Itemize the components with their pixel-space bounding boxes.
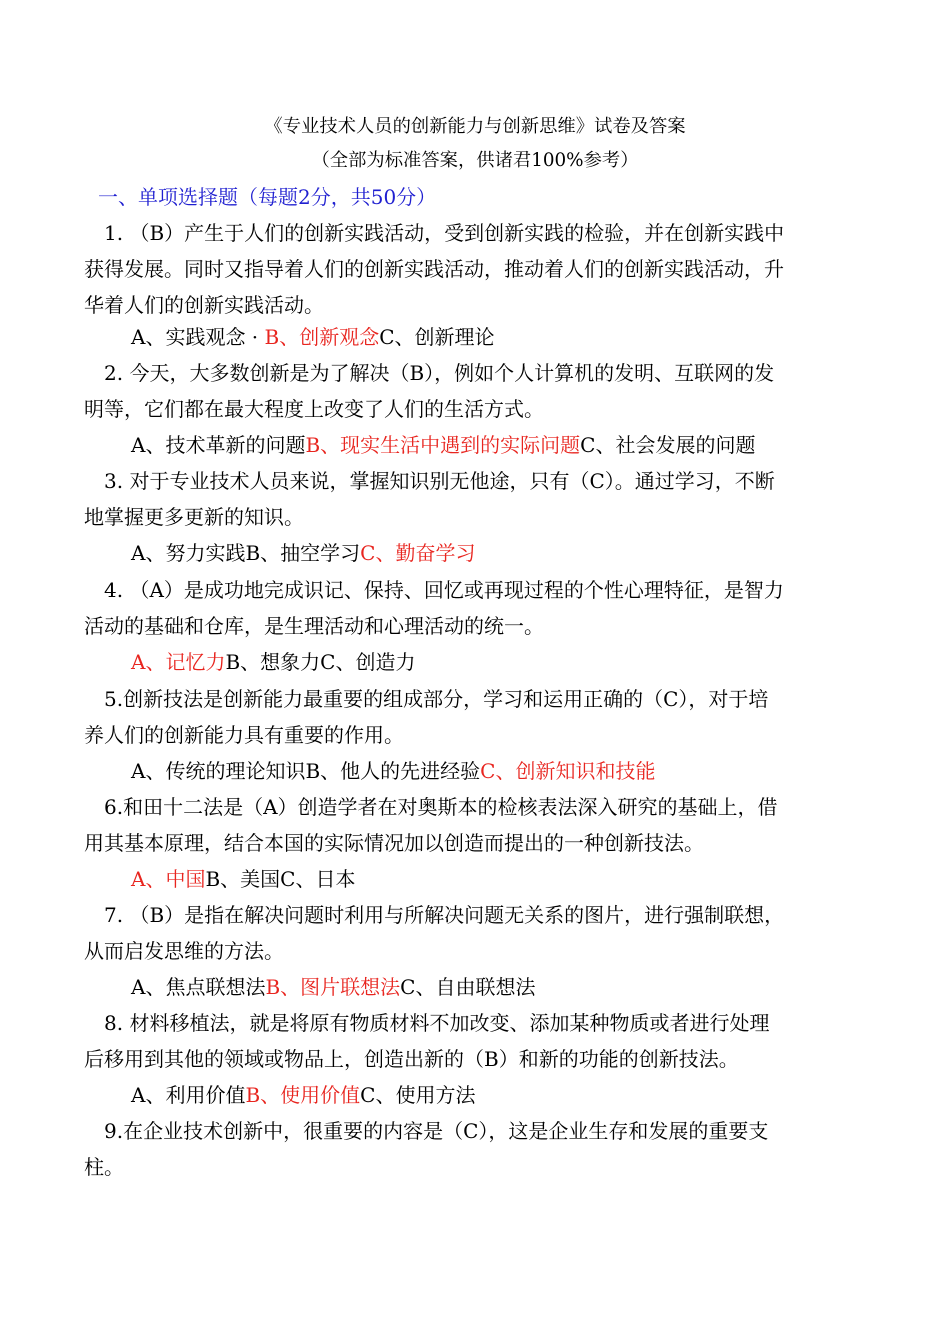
question-2-line-1: 2. 今天，大多数创新是为了解决（B），例如个人计算机的发明、互联网的发 (104, 361, 775, 385)
option-a: A、技术革新的问题 (131, 433, 306, 457)
option-b-answer: B、创新观念 (264, 325, 380, 349)
option-a-answer: A、记忆力 (131, 650, 226, 674)
option-b: B、他人的先进经验 (305, 759, 481, 783)
option-b-answer: B、图片联想法 (265, 975, 401, 999)
question-6-options (131, 865, 355, 893)
question-5-options (131, 757, 655, 785)
option-a: A、努力实践 (131, 541, 246, 565)
question-4-line-2: 活动的基础和仓库，是生理活动和心理活动的统一。 (84, 614, 544, 638)
question-6-line-2: 用其基本原理，结合本国的实际情况加以创造而提出的一种创新技法。 (84, 831, 704, 855)
question-1-line-2: 获得发展。同时又指导着人们的创新实践活动，推动着人们的创新实践活动，升 (84, 257, 784, 281)
document-title: 《专业技术人员的创新能力与创新思维》试卷及答案 (264, 116, 686, 137)
question-8-line-1: 8. 材料移植法，就是将原有物质材料不加改变、添加某种物质或者进行处理 (104, 1011, 770, 1035)
question-2-line-2: 明等，它们都在最大程度上改变了人们的生活方式。 (84, 397, 544, 421)
option-c-answer: C、勤奋学习 (360, 541, 476, 565)
question-2-options (131, 431, 755, 459)
question-5-line-1: 5.创新技法是创新能力最重要的组成部分，学习和运用正确的（C），对于培 (104, 687, 769, 711)
option-a-answer: A、中国 (131, 867, 206, 891)
document-subtitle: （全部为标准答案，供诸君100%参考） (311, 150, 639, 171)
option-c: C、创新理论 (379, 325, 495, 349)
question-4-options (131, 648, 415, 676)
option-c: C、日本 (280, 867, 356, 891)
option-c: C、社会发展的问题 (580, 433, 756, 457)
question-1-line-3: 华着人们的创新实践活动。 (84, 293, 324, 317)
question-7-options (131, 973, 535, 1001)
question-7-line-1: 7. （B）是指在解决问题时利用与所解决问题无关系的图片，进行强制联想， (104, 903, 785, 927)
question-3-options (131, 539, 475, 567)
question-1-options (131, 323, 495, 351)
question-5-line-2: 养人们的创新能力具有重要的作用。 (84, 723, 404, 747)
option-b-answer: B、现实生活中遇到的实际问题 (305, 433, 581, 457)
question-3-line-1: 3. 对于专业技术人员来说，掌握知识别无他途，只有（C）。通过学习，不断 (104, 469, 775, 493)
question-3-line-2: 地掌握更多更新的知识。 (84, 505, 304, 529)
option-c: C、自由联想法 (400, 975, 536, 999)
option-a: A、传统的理论知识 (131, 759, 306, 783)
option-b-answer: B、使用价值 (245, 1083, 361, 1107)
question-8-options (131, 1081, 475, 1109)
option-a: A、实践观念 · (131, 325, 265, 349)
question-7-line-2: 从而启发思维的方法。 (84, 939, 284, 963)
option-c: C、使用方法 (360, 1083, 476, 1107)
question-1-line-1: 1. （B）产生于人们的创新实践活动，受到创新实践的检验，并在创新实践中 (104, 221, 785, 245)
question-9-line-2: 柱。 (84, 1155, 124, 1179)
option-c-answer: C、创新知识和技能 (480, 759, 656, 783)
option-b: B、想象力 (225, 650, 321, 674)
option-a: A、利用价值 (131, 1083, 246, 1107)
question-9-line-1: 9.在企业技术创新中，很重要的内容是（C），这是企业生存和发展的重要支 (104, 1119, 769, 1143)
question-8-line-2: 后移用到其他的领域或物品上，创造出新的（B）和新的功能的创新技法。 (84, 1047, 739, 1071)
question-6-line-1: 6.和田十二法是（A）创造学者在对奥斯本的检核表法深入研究的基础上，借 (104, 795, 778, 819)
section-heading: 一、单项选择题（每题2分，共50分） (98, 185, 437, 209)
option-a: A、焦点联想法 (131, 975, 266, 999)
question-4-line-1: 4. （A）是成功地完成识记、保持、回忆或再现过程的个性心理特征，是智力 (104, 578, 784, 602)
option-c: C、创造力 (320, 650, 416, 674)
option-b: B、抽空学习 (245, 541, 361, 565)
option-b: B、美国 (205, 867, 281, 891)
